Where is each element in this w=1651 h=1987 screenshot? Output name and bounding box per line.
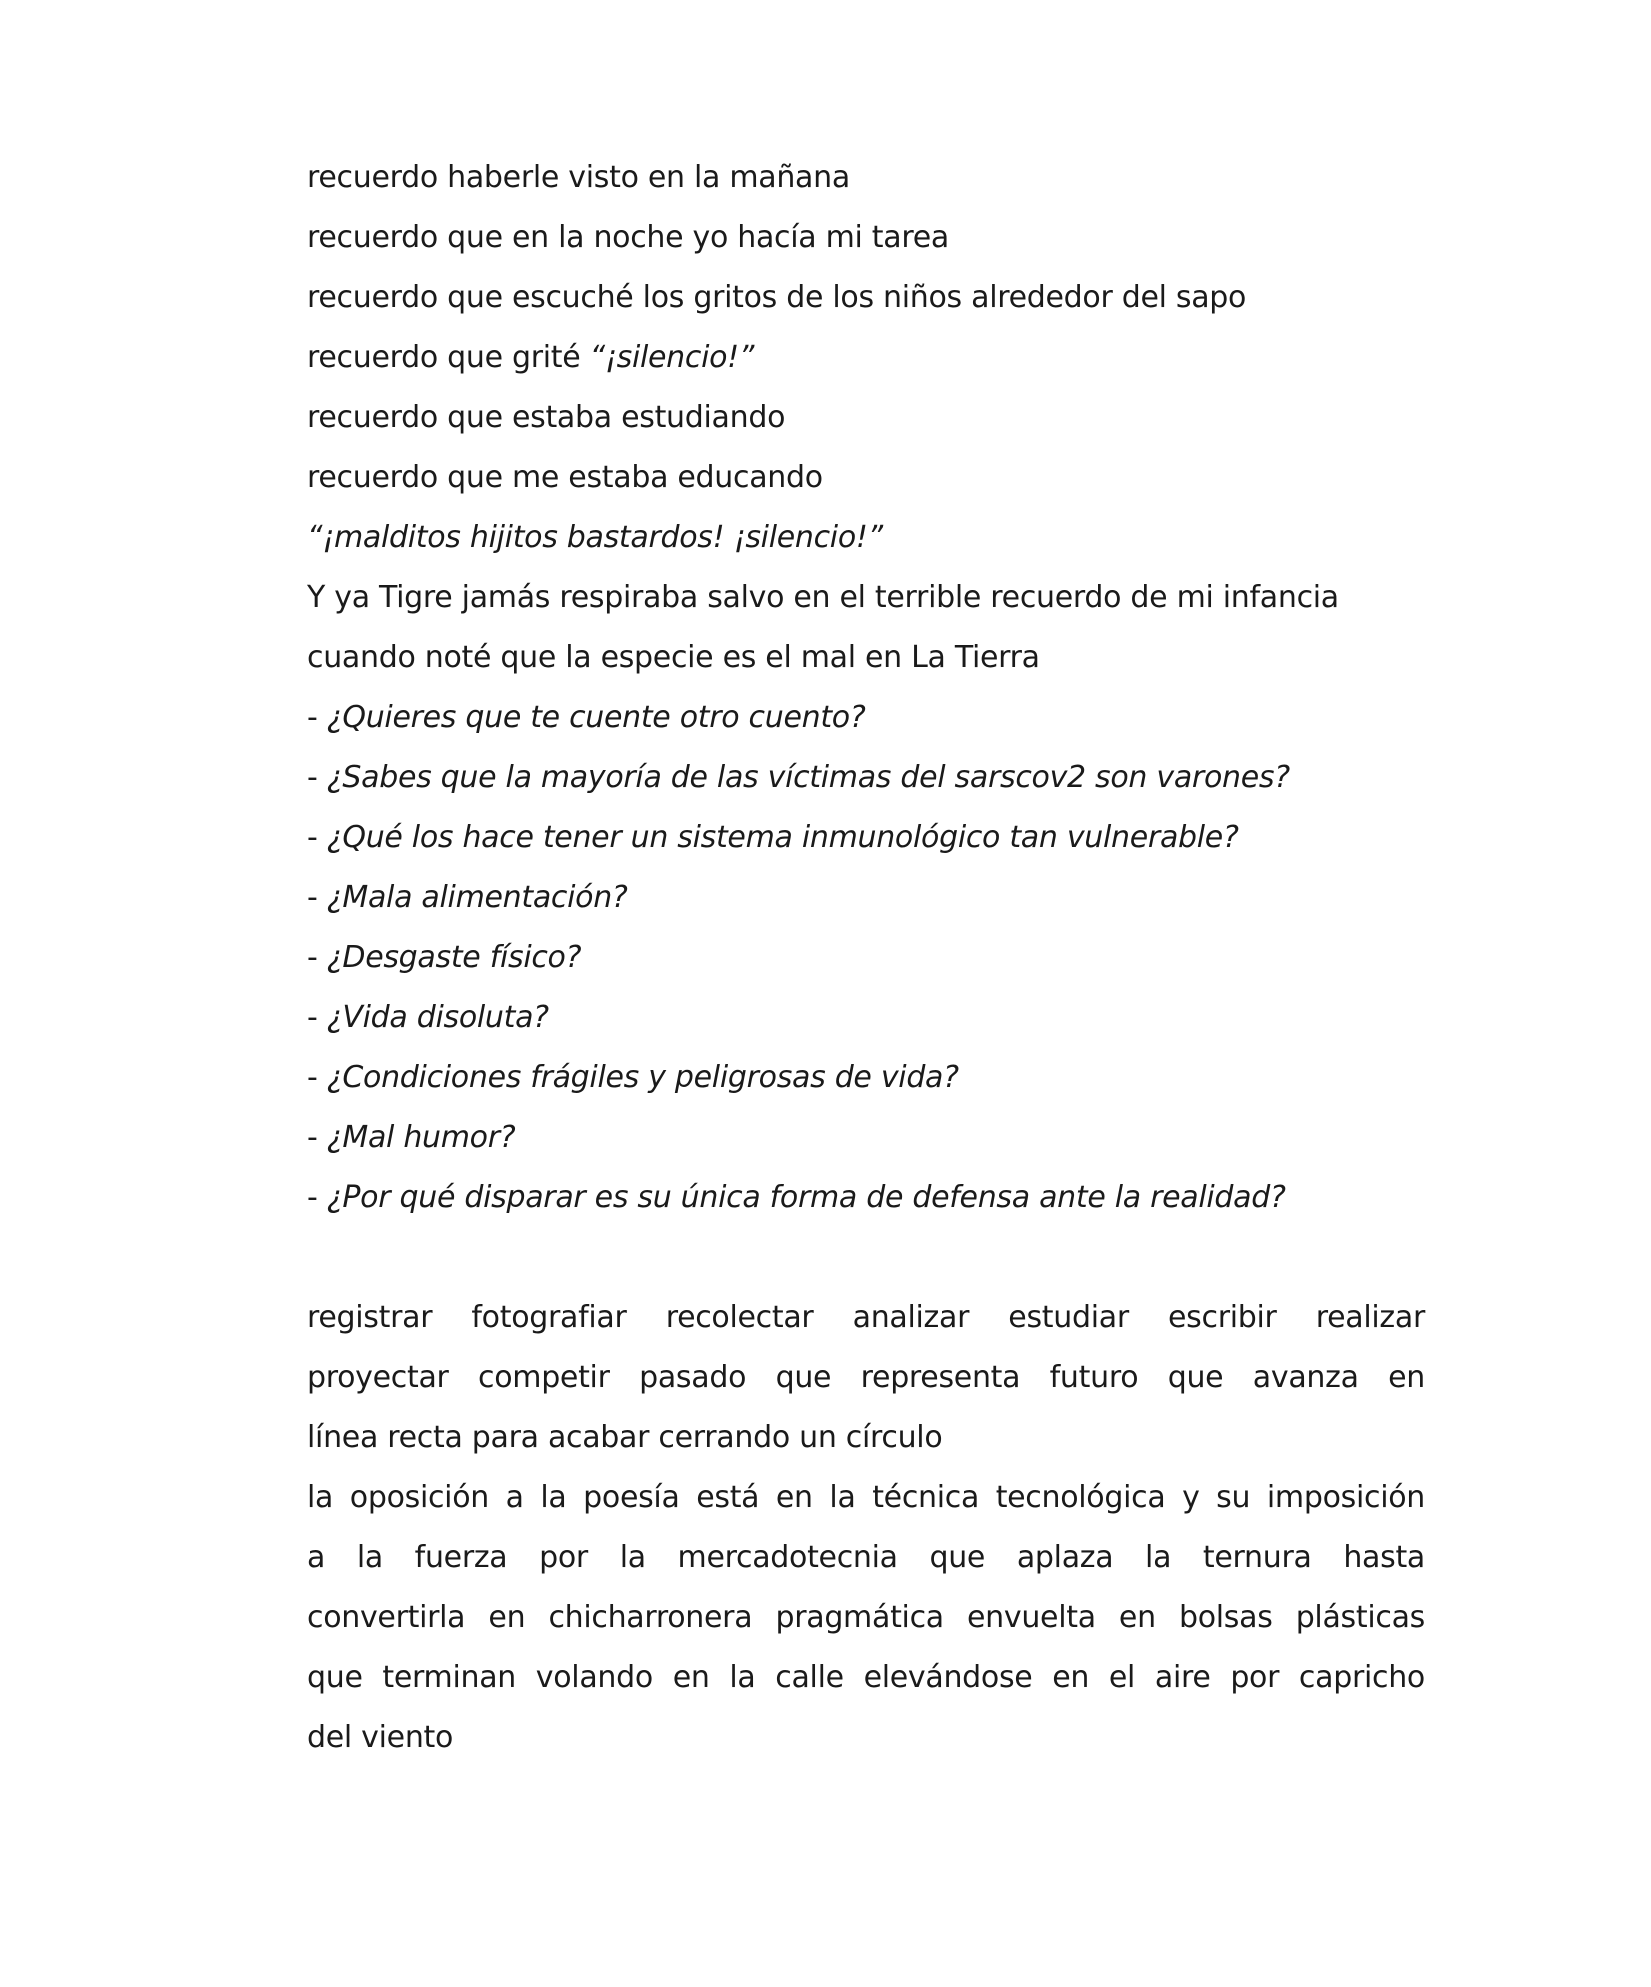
poem-line: Y ya Tigre jamás respiraba salvo en el terrible recuerdo de mi infancia [307, 580, 1339, 615]
question-dash: - [307, 820, 327, 855]
prose-line: a la fuerza por la mercadotecnia que aplaza la ternura hasta [307, 1540, 1425, 1575]
poem-line-quote: “¡malditos hijitos bastardos! ¡silencio!” [307, 520, 883, 555]
question-dash: - [307, 700, 327, 735]
prose-line: convertirla en chicharronera pragmática envuelta en bolsas plásticas [307, 1600, 1425, 1635]
question-line [307, 1168, 1425, 1228]
question-line [307, 1048, 1425, 1108]
prose-line: proyectar competir pasado que representa futuro que avanza en [307, 1360, 1425, 1395]
question-text: ¿Qué los hace tener un sistema inmunológico tan vulnerable? [326, 820, 1239, 855]
prose-line: línea recta para acabar cerrando un círculo [307, 1420, 943, 1455]
question-text: ¿Sabes que la mayoría de las víctimas del sarscov2 son varones? [326, 760, 1290, 795]
question-line [307, 748, 1425, 808]
poem-line-prefix: recuerdo que grité [307, 340, 590, 375]
question-text: ¿Por qué disparar es su única forma de defensa ante la realidad? [326, 1180, 1286, 1215]
poem-line: recuerdo que en la noche yo hacía mi tarea [307, 220, 949, 255]
poem-line: recuerdo que escuché los gritos de los niños alrededor del sapo [307, 280, 1247, 315]
poem-line: recuerdo que estaba estudiando [307, 400, 786, 435]
poem-line [307, 328, 1425, 388]
poem-line-quote: “¡silencio!” [589, 340, 755, 375]
question-text: ¿Mala alimentación? [326, 880, 628, 915]
prose-line: registrar fotografiar recolectar analizar estudiar escribir realizar [307, 1300, 1425, 1335]
question-line [307, 688, 1425, 748]
prose-line: del viento [307, 1720, 454, 1755]
stanza-gap [307, 1228, 1425, 1288]
prose-line: que terminan volando en la calle elevándose en el aire por capricho [307, 1660, 1425, 1695]
question-text: ¿Quieres que te cuente otro cuento? [326, 700, 866, 735]
question-dash: - [307, 1000, 327, 1035]
question-text: ¿Mal humor? [326, 1120, 516, 1155]
question-dash: - [307, 1120, 327, 1155]
poem-line: cuando noté que la especie es el mal en La Tierra [307, 640, 1040, 675]
prose-line: la oposición a la poesía está en la técnica tecnológica y su imposición [307, 1480, 1425, 1515]
question-dash: - [307, 880, 327, 915]
question-dash: - [307, 1060, 327, 1095]
question-line [307, 1108, 1425, 1168]
poem-text-block [307, 148, 1425, 1768]
poem-line: recuerdo que me estaba educando [307, 460, 823, 495]
poem-line: recuerdo haberle visto en la mañana [307, 160, 850, 195]
question-line [307, 928, 1425, 988]
question-line [307, 808, 1425, 868]
question-line [307, 868, 1425, 928]
question-dash: - [307, 1180, 327, 1215]
question-text: ¿Vida disoluta? [326, 1000, 549, 1035]
question-dash: - [307, 940, 327, 975]
question-dash: - [307, 760, 327, 795]
question-line [307, 988, 1425, 1048]
question-text: ¿Condiciones frágiles y peligrosas de vida? [326, 1060, 959, 1095]
question-text: ¿Desgaste físico? [326, 940, 582, 975]
